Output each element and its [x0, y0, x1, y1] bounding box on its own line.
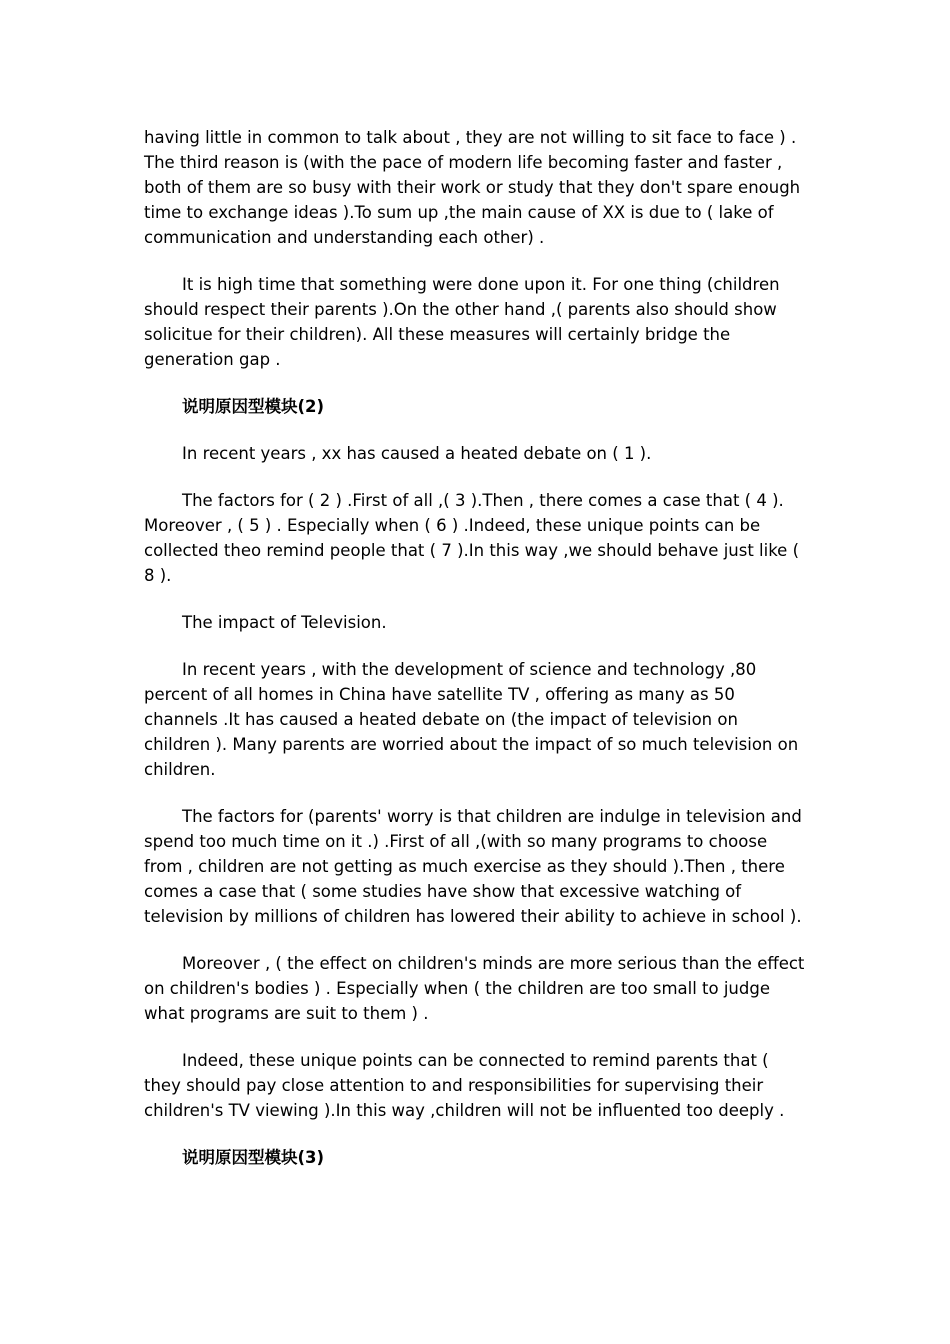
- paragraph-solutions: It is high time that something were done upon it. For one thing (children should respect their parents ).On the other hand ,( parents also should show solicitue for their children). All these measures will certainly bridge the generation gap .: [144, 275, 780, 369]
- paragraph-essay-conclusion: Indeed, these unique points can be connected to remind parents that ( they should pay close attention to and responsibilities for supervising their children's TV viewing ).In this way ,children will not be influented too deeply .: [144, 1051, 785, 1120]
- paragraph-template-factors: The factors for ( 2 ) .First of all ,( 3 ).Then , there comes a case that ( 4 ). Moreover , ( 5 ) . Especially when ( 6 ) .Indeed, these unique points can be collected theo remind people that ( 7 ).In this way ,we should behave just like ( 8 ).: [144, 491, 800, 585]
- paragraph-essay-moreover: Moreover , ( the effect on children's minds are more serious than the effect on children's bodies ) . Especially when ( the children are too small to judge what programs are suit to them ) .: [144, 954, 805, 1023]
- document-page: [144, 125, 806, 1192]
- paragraph-reasons-continued: having little in common to talk about , they are not willing to sit face to face ) . The third reason is (with the pace of modern life becoming faster and faster , both of them are so busy with their work or study that they don't spare enough time to exchange ideas ).To sum up ,the main cause of XX is due to ( lake of communication and understanding each other) .: [144, 128, 801, 247]
- section-heading-module-2: 说明原因型模块(2): [182, 397, 325, 416]
- paragraph-template-intro: In recent years , xx has caused a heated debate on ( 1 ).: [182, 444, 652, 463]
- section-heading-module-3: 说明原因型模块(3): [182, 1148, 325, 1167]
- paragraph-essay-factors: The factors for (parents' worry is that children are indulge in television and spend too much time on it .) .First of all ,(with so many programs to choose from , children are not getting as much exercise as they should ).Then , there comes a case that ( some studies have show that excessive watching of television by millions of children has lowered their ability to achieve in school ).: [144, 807, 802, 926]
- essay-title: The impact of Television.: [182, 613, 387, 632]
- paragraph-essay-intro: In recent years , with the development of science and technology ,80 percent of all homes in China have satellite TV , offering as many as 50 channels .It has caused a heated debate on (the impact of television on children ). Many parents are worried about the impact of so much television on children.: [144, 660, 799, 779]
